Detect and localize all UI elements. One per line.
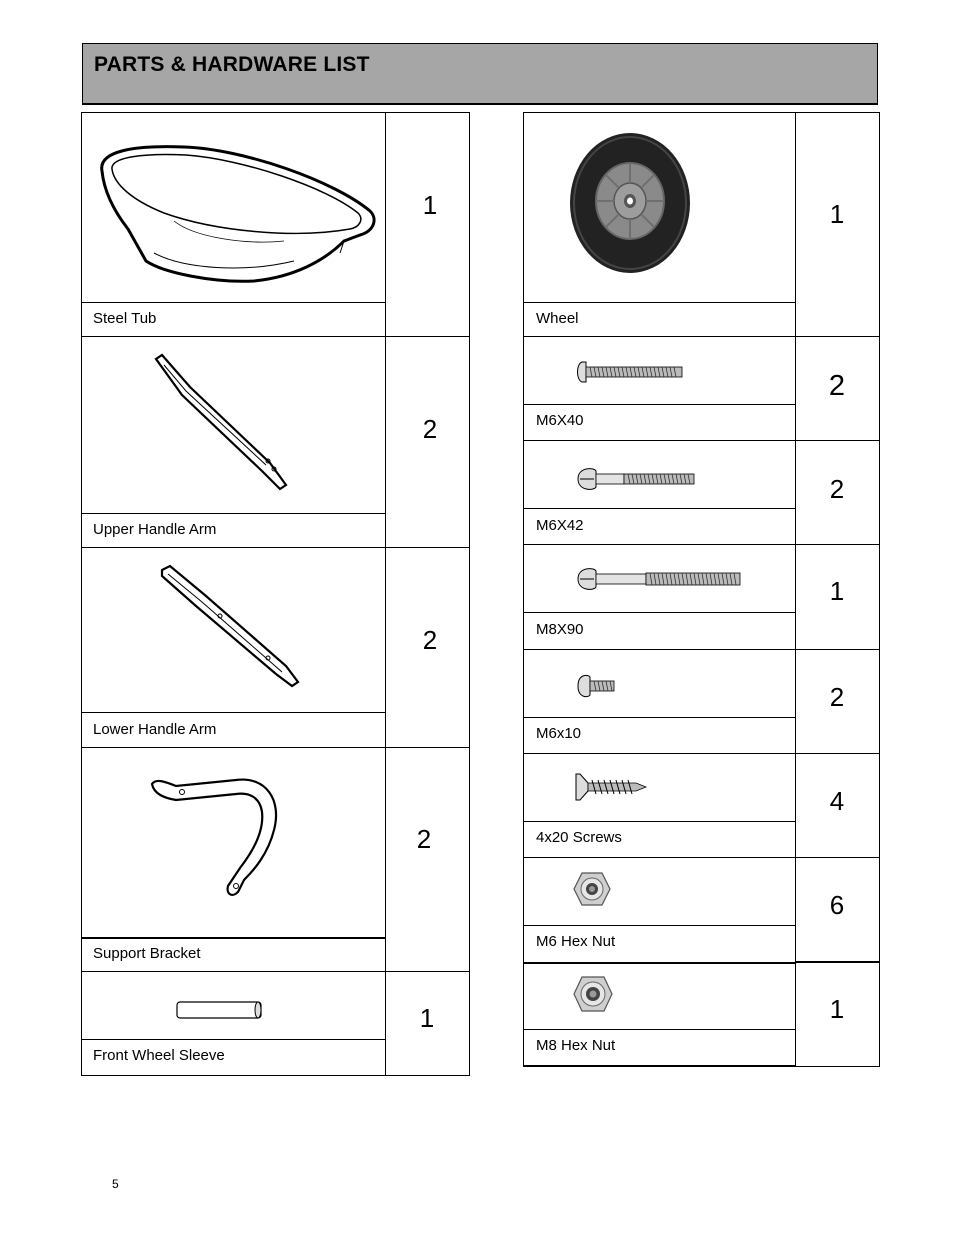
bolt-m6x42-icon <box>574 465 698 493</box>
part-quantity-cell <box>385 112 470 337</box>
steel-tub-icon <box>94 141 376 286</box>
part-label-cell <box>523 717 796 754</box>
part-image-cell <box>523 112 796 303</box>
part-label: Front Wheel Sleeve <box>93 1047 225 1064</box>
part-quantity-cell <box>385 336 470 548</box>
part-quantity-cell <box>795 336 880 441</box>
parts-list-header <box>82 43 878 105</box>
part-label-cell <box>81 937 386 972</box>
part-label-cell <box>81 302 386 337</box>
page-number: 5 <box>112 1177 119 1191</box>
part-label-cell <box>523 1029 796 1067</box>
part-image-cell <box>81 747 386 938</box>
upper-handle-arm-icon <box>150 351 292 493</box>
part-label-cell <box>523 925 796 963</box>
part-quantity-cell <box>795 961 880 1067</box>
part-quantity: 4 <box>829 786 845 816</box>
part-label-cell <box>523 404 796 441</box>
part-label: Steel Tub <box>93 310 157 327</box>
part-quantity-cell <box>385 747 470 972</box>
part-quantity: 6 <box>829 890 845 920</box>
part-quantity: 1 <box>422 190 438 220</box>
part-label: M6X42 <box>536 517 584 534</box>
part-quantity-cell <box>795 440 880 545</box>
part-quantity-cell <box>795 544 880 650</box>
hex-nut-m8-icon <box>572 974 614 1014</box>
support-bracket-icon <box>146 770 286 900</box>
part-quantity: 1 <box>829 576 845 606</box>
part-label-cell <box>81 513 386 548</box>
wheel-icon <box>566 131 694 281</box>
part-label-cell <box>81 1039 386 1076</box>
part-label: M6X40 <box>536 412 584 429</box>
part-label-cell <box>523 508 796 545</box>
bolt-m6x10-icon <box>574 672 618 700</box>
part-label: Support Bracket <box>93 945 201 962</box>
part-quantity: 2 <box>422 625 438 655</box>
part-quantity-cell <box>795 649 880 754</box>
part-image-cell <box>81 547 386 713</box>
part-quantity: 2 <box>829 474 845 504</box>
part-image-cell <box>81 971 386 1040</box>
part-quantity-cell <box>795 112 880 337</box>
part-image-cell <box>523 857 796 926</box>
front-wheel-sleeve-icon <box>174 999 264 1021</box>
part-quantity: 1 <box>419 1003 435 1033</box>
part-label-cell <box>523 612 796 650</box>
part-quantity-cell <box>385 971 470 1076</box>
part-quantity: 2 <box>422 414 438 444</box>
part-label: 4x20 Screws <box>536 829 622 846</box>
part-label-cell <box>523 821 796 858</box>
screw-4x20-icon <box>574 772 650 802</box>
part-quantity: 2 <box>829 682 845 712</box>
bolt-m6x40-icon <box>574 359 686 385</box>
part-label: M8 Hex Nut <box>536 1037 616 1054</box>
part-image-cell <box>523 544 796 613</box>
hex-nut-m6-icon <box>572 870 612 908</box>
part-label: M6x10 <box>536 725 582 742</box>
part-label-cell <box>81 712 386 748</box>
part-image-cell <box>523 440 796 509</box>
part-label: Upper Handle Arm <box>93 521 217 538</box>
part-quantity-cell <box>795 753 880 858</box>
bolt-m8x90-icon <box>574 565 744 593</box>
lower-handle-arm-icon <box>156 562 302 690</box>
page-title: PARTS & HARDWARE LIST <box>94 53 370 76</box>
part-quantity-cell <box>795 857 880 963</box>
part-quantity: 1 <box>829 994 845 1024</box>
part-label: M6 Hex Nut <box>536 933 616 950</box>
part-image-cell <box>81 112 386 303</box>
part-image-cell <box>523 962 796 1030</box>
part-quantity-cell <box>385 547 470 748</box>
part-quantity: 2 <box>828 370 846 402</box>
part-quantity: 2 <box>416 824 432 854</box>
part-image-cell <box>523 753 796 822</box>
part-image-cell <box>81 336 386 514</box>
part-quantity: 1 <box>829 199 845 229</box>
part-label: Lower Handle Arm <box>93 721 217 738</box>
part-label-cell <box>523 302 796 337</box>
part-image-cell <box>523 649 796 718</box>
part-label: Wheel <box>536 310 579 327</box>
part-label: M8X90 <box>536 621 584 638</box>
part-image-cell <box>523 336 796 405</box>
